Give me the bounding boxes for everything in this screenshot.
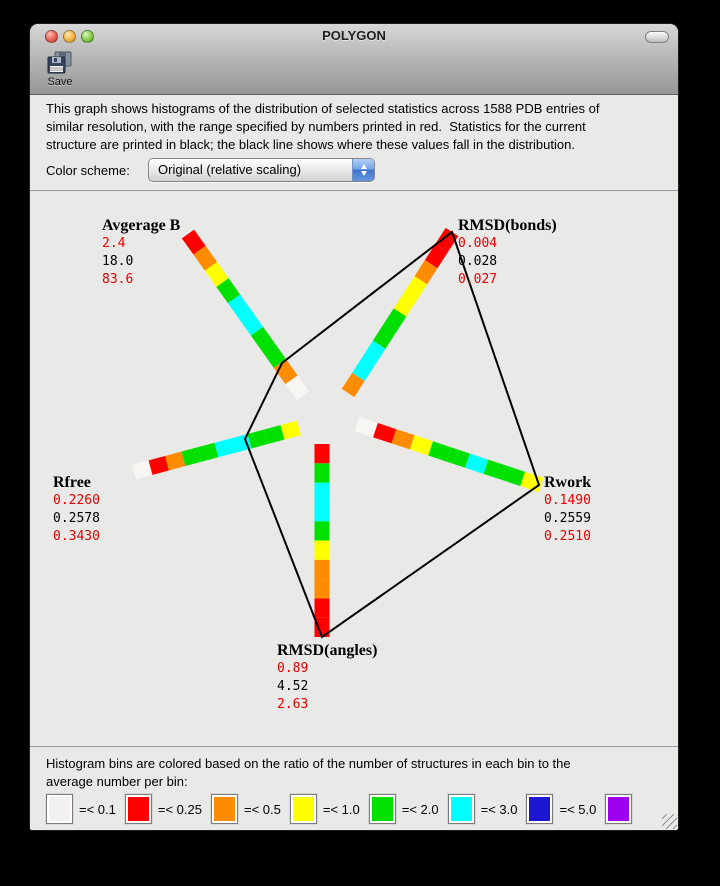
histogram-bin-segment — [200, 450, 217, 454]
stat-block-rmsd-bonds — [458, 217, 557, 289]
histogram-bin-segment — [217, 446, 234, 450]
radar-plot — [30, 191, 678, 746]
histogram-bin-segment — [486, 467, 504, 473]
divider — [30, 746, 678, 747]
histogram-bin-segment — [283, 428, 300, 432]
axis-min-value: 0.004 — [458, 236, 498, 251]
stat-block-average-b — [102, 217, 180, 289]
histogram-bin-segment — [292, 380, 304, 396]
arrow-up-icon — [361, 164, 367, 169]
axis-label: Avgerage B — [102, 217, 181, 234]
color-scheme-dropdown[interactable] — [148, 158, 375, 182]
histogram-bin-segment — [257, 331, 269, 347]
histogram-bin-segment — [211, 266, 223, 282]
histogram-bin-segment — [234, 299, 246, 315]
legend-color-swatch — [290, 794, 317, 824]
stat-block-rwork — [544, 474, 591, 546]
save-button[interactable] — [42, 51, 78, 88]
legend-color-fill — [372, 797, 393, 821]
histogram-bin-segment — [410, 280, 420, 296]
histogram-bin-segment — [223, 283, 235, 299]
axis-label: Rwork — [544, 474, 592, 491]
arrow-down-icon — [361, 171, 367, 176]
legend-color-fill — [49, 797, 70, 821]
histogram-bin-segment — [188, 234, 200, 250]
axis-max-value: 0.027 — [458, 272, 498, 287]
axis-label: RMSD(bonds) — [458, 217, 557, 234]
legend-bin-label: =< 2.0 — [401, 801, 439, 817]
legend-bin-label: =< 0.25 — [157, 801, 202, 817]
legend-bin-label: =< 3.0 — [480, 801, 518, 817]
histogram-bin-segment — [280, 364, 292, 380]
legend-text-line: average number per bin: — [46, 774, 188, 789]
axis-current-value: 4.52 — [277, 679, 309, 694]
histogram-bin-segment — [348, 377, 358, 393]
stat-block-rmsd-angles — [277, 642, 377, 714]
histogram-bin-segment — [369, 345, 379, 361]
legend-color-swatch — [369, 794, 396, 824]
legend-color-swatch — [526, 794, 553, 824]
legend-color-fill — [529, 797, 550, 821]
histogram-bin-segment — [250, 437, 267, 441]
legend-bin-label: =< 5.0 — [559, 801, 597, 817]
legend-color-fill — [451, 797, 472, 821]
axis-max-value: 83.6 — [102, 272, 134, 287]
floppy-disk-icon — [47, 51, 73, 75]
legend-color-swatch — [448, 794, 475, 824]
histogram-bin-segment — [504, 473, 522, 479]
axis-max-value: 0.3430 — [53, 529, 100, 544]
histogram-bin-segment — [151, 463, 168, 467]
histogram-bin-segment — [431, 448, 449, 454]
legend-bin-row — [46, 794, 638, 824]
legend-color-swatch — [125, 794, 152, 824]
save-button-label: Save — [47, 76, 73, 88]
stat-block-rfree — [53, 474, 100, 546]
resize-grip[interactable] — [662, 814, 677, 829]
description-line: This graph shows histograms of the distribution of selected statistics across 1588 PDB entries of — [46, 101, 600, 116]
histogram-bin-segment — [431, 248, 441, 264]
legend-color-swatch — [46, 794, 73, 824]
axis-min-value: 0.89 — [277, 661, 309, 676]
axis-min-value: 0.1490 — [544, 493, 591, 508]
histogram-bin-segment — [269, 347, 281, 363]
histogram-bin-segment — [357, 424, 375, 430]
legend-color-fill — [214, 797, 235, 821]
legend-bin-label: =< 1.0 — [322, 801, 360, 817]
dropdown-arrows-icon — [352, 159, 374, 181]
toolbar-toggle-pill-button[interactable] — [645, 31, 669, 43]
axis-current-value: 0.2578 — [53, 511, 100, 526]
legend-color-fill — [128, 797, 149, 821]
window-chrome — [30, 24, 678, 95]
legend-text-line: Histogram bins are colored based on the ratio of the number of structures in each bin to the — [46, 756, 571, 771]
legend-color-fill — [608, 797, 629, 821]
axis-max-value: 2.63 — [277, 697, 309, 712]
histogram-bin-segment — [358, 361, 368, 377]
histogram-bin-segment — [375, 430, 393, 436]
histogram-bin-segment — [134, 468, 151, 472]
window-title: POLYGON — [322, 28, 386, 43]
legend-color-swatch — [605, 794, 632, 824]
legend-bin-label: =< 0.5 — [243, 801, 281, 817]
axis-current-value: 0.028 — [458, 254, 498, 269]
color-scheme-selected-value: Original (relative scaling) — [158, 162, 302, 177]
axis-current-value: 0.2559 — [544, 511, 591, 526]
histogram-bin-segment — [421, 264, 431, 280]
polygon-window — [30, 24, 678, 830]
description-line: structure are printed in black; the black line shows where these values fall in the distribution. — [46, 137, 575, 152]
histogram-bin-segment — [200, 250, 212, 266]
color-scheme-label: Color scheme: — [46, 163, 130, 178]
histogram-bin-segment — [167, 459, 184, 463]
histogram-bin-segment — [400, 296, 410, 312]
title-bar[interactable] — [30, 24, 678, 48]
histogram-bin-segment — [394, 436, 412, 442]
histogram-bin-segment — [184, 454, 201, 458]
histogram-bin-segment — [467, 461, 485, 467]
histogram-bin-segment — [246, 315, 258, 331]
axis-min-value: 2.4 — [102, 236, 126, 251]
description-line: similar resolution, with the range specified by numbers printed in red. Statistics for the current — [46, 119, 586, 134]
histogram-bin-segment — [412, 442, 430, 448]
histogram-bin-segment — [390, 313, 400, 329]
histogram-bin-segment — [266, 432, 283, 436]
legend-color-swatch — [211, 794, 238, 824]
axis-current-value: 18.0 — [102, 254, 134, 269]
axis-min-value: 0.2260 — [53, 493, 100, 508]
axis-label: Rfree — [53, 474, 91, 491]
histogram-bin-segment — [449, 455, 467, 461]
legend-bin-label: =< 0.1 — [79, 801, 116, 817]
histogram-bin-segment — [379, 329, 389, 345]
axis-max-value: 0.2510 — [544, 529, 591, 544]
legend-color-fill — [293, 797, 314, 821]
axis-label: RMSD(angles) — [277, 642, 378, 659]
